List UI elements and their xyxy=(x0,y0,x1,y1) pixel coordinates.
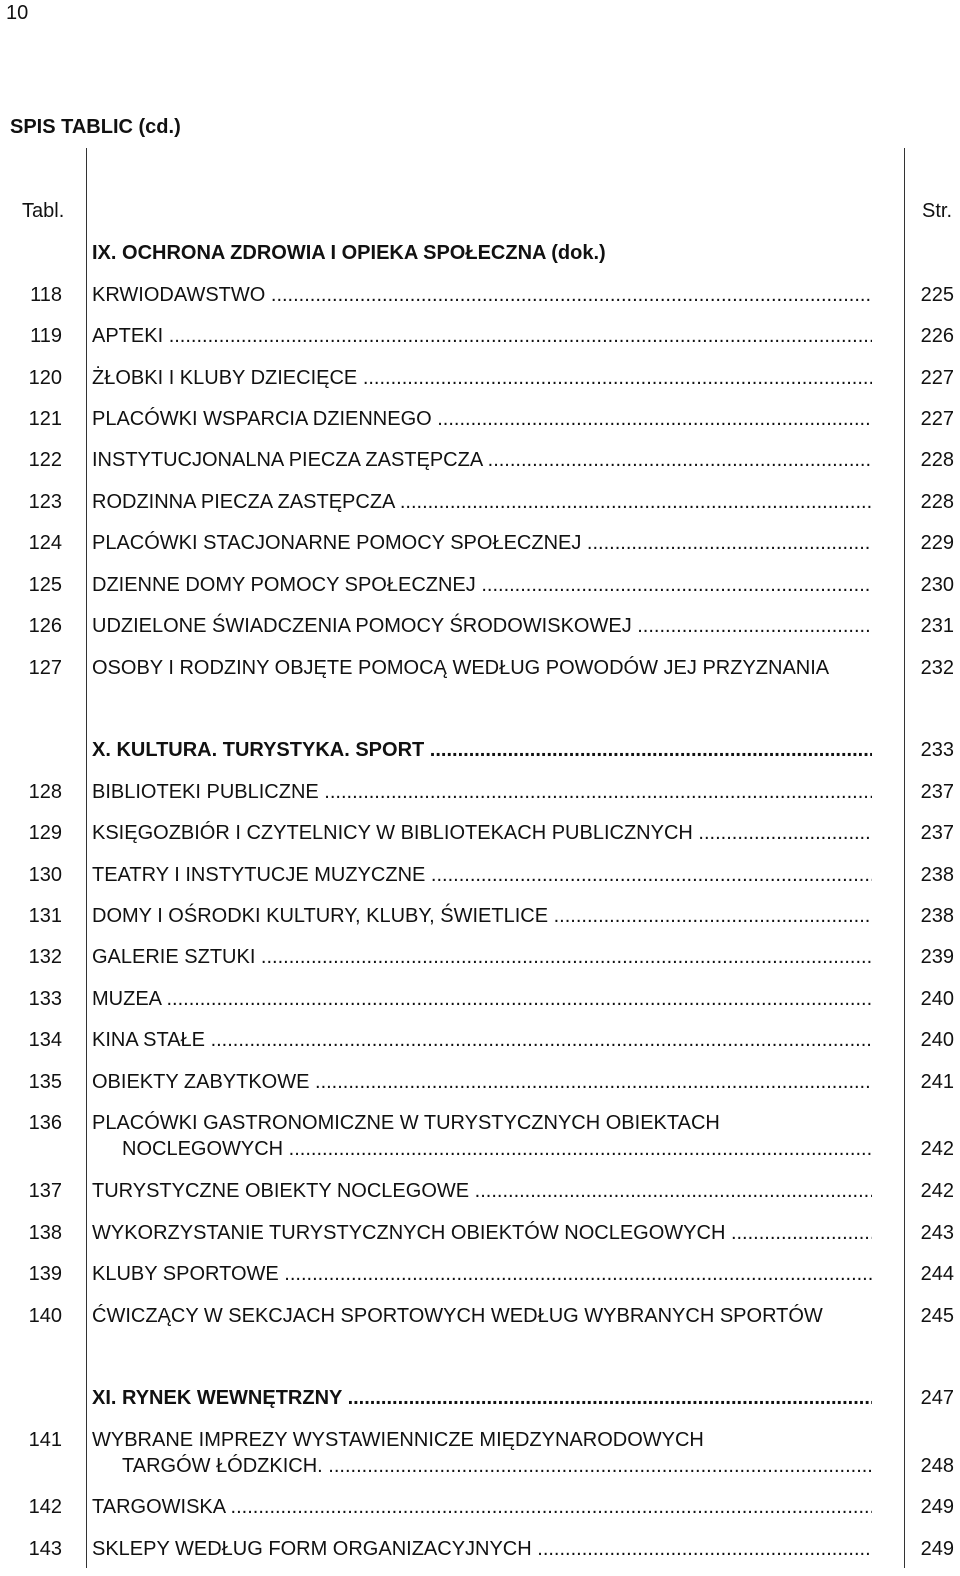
list-item xyxy=(0,447,960,477)
table-number: 120 xyxy=(28,367,62,389)
list-item xyxy=(0,862,960,892)
entry-title: KSIĘGOZBIÓR I CZYTELNICY W BIBLIOTEKACH PUBLICZNYCH ..... xyxy=(92,820,872,846)
list-item xyxy=(0,1303,960,1333)
list-item xyxy=(0,1069,960,1099)
entry-title: TURYSTYCZNE OBIEKTY NOCLEGOWE ..... xyxy=(92,1178,872,1204)
entry-title: UDZIELONE ŚWIADCZENIA POMOCY ŚRODOWISKOWEJ ..... xyxy=(92,613,872,639)
entry-title: OSOBY I RODZINY OBJĘTE POMOCĄ WEDŁUG POWODÓW JEJ PRZYZNANIA xyxy=(92,657,830,679)
table-number: 127 xyxy=(28,657,62,679)
table-number: 137 xyxy=(28,1180,62,1202)
page-number-ref: 248 xyxy=(920,1455,954,1477)
page-number-ref: 239 xyxy=(920,946,954,968)
section-heading-row xyxy=(0,240,960,270)
page-number-ref: 244 xyxy=(920,1263,954,1285)
page-number-ref: 226 xyxy=(920,325,954,347)
entry-title: WYBRANE IMPREZY WYSTAWIENNICZE MIĘDZYNARODOWYCH xyxy=(92,1429,704,1451)
entry-title: TARGOWISKA ..... xyxy=(92,1494,872,1520)
entry-title: DZIENNE DOMY POMOCY SPOŁECZNEJ ..... xyxy=(92,572,872,598)
table-number: 119 xyxy=(30,325,62,347)
list-item xyxy=(0,282,960,312)
list-item xyxy=(0,944,960,974)
section-title: IX. OCHRONA ZDROWIA I OPIEKA SPOŁECZNA (dok.) xyxy=(92,242,606,264)
entry-title: KINA STAŁE ..... xyxy=(92,1027,872,1053)
section-title: XI. RYNEK WEWNĘTRZNY ..... xyxy=(92,1385,872,1411)
list-item xyxy=(0,903,960,933)
page-number-ref: 238 xyxy=(920,864,954,886)
list-item xyxy=(0,1220,960,1250)
table-number: 138 xyxy=(28,1222,62,1244)
list-item xyxy=(0,572,960,602)
list-item xyxy=(0,1261,960,1291)
table-number: 122 xyxy=(28,449,62,471)
list-item xyxy=(0,323,960,353)
entry-title: APTEKI ..... xyxy=(92,323,872,349)
page-number-ref: 242 xyxy=(920,1180,954,1202)
page-number-ref: 237 xyxy=(920,822,954,844)
page-number-ref: 228 xyxy=(920,449,954,471)
table-number: 131 xyxy=(28,905,62,927)
table-number: 121 xyxy=(28,408,62,430)
page-number-ref: 225 xyxy=(920,284,954,306)
page-number-ref: 229 xyxy=(920,532,954,554)
entry-title: MUZEA ..... xyxy=(92,986,872,1012)
table-number: 140 xyxy=(28,1305,62,1327)
list-item xyxy=(0,365,960,395)
table-number: 130 xyxy=(28,864,62,886)
list-item xyxy=(0,1536,960,1566)
page-number-ref: 243 xyxy=(920,1222,954,1244)
page-title: SPIS TABLIC (cd.) xyxy=(10,116,181,138)
page-number-ref: 237 xyxy=(920,781,954,803)
section-title: X. KULTURA. TURYSTYKA. SPORT ..... xyxy=(92,737,872,763)
entry-title: DOMY I OŚRODKI KULTURY, KLUBY, ŚWIETLICE ..... xyxy=(92,903,872,929)
list-item xyxy=(0,1178,960,1208)
page-number-ref: 242 xyxy=(920,1138,954,1160)
table-number: 128 xyxy=(28,781,62,803)
page-number-ref: 227 xyxy=(920,367,954,389)
list-item xyxy=(0,613,960,643)
page-number-ref: 245 xyxy=(920,1305,954,1327)
entry-title: PLACÓWKI GASTRONOMICZNE W TURYSTYCZNYCH OBIEKTACH xyxy=(92,1112,720,1134)
page-number-ref: 249 xyxy=(920,1496,954,1518)
list-item xyxy=(0,1027,960,1057)
page-number-ref: 241 xyxy=(920,1071,954,1093)
column-header-page: Str. xyxy=(921,200,952,222)
page-number-ref: 240 xyxy=(920,1029,954,1051)
page-number-ref: 233 xyxy=(920,739,954,761)
table-number: 123 xyxy=(28,491,62,513)
page-number-ref: 247 xyxy=(920,1387,954,1409)
entry-title: GALERIE SZTUKI ..... xyxy=(92,944,872,970)
list-item xyxy=(0,820,960,850)
section-heading-row xyxy=(0,1385,960,1415)
entry-title: OBIEKTY ZABYTKOWE ..... xyxy=(92,1069,872,1095)
list-item xyxy=(0,406,960,436)
table-number: 135 xyxy=(28,1071,62,1093)
entry-title: KRWIODAWSTWO ..... xyxy=(92,282,872,308)
table-number: 132 xyxy=(28,946,62,968)
page-number-ref: 231 xyxy=(920,615,954,637)
page-number-ref: 249 xyxy=(920,1538,954,1560)
entry-title: SKLEPY WEDŁUG FORM ORGANIZACYJNYCH ..... xyxy=(92,1536,872,1562)
page-number-ref: 228 xyxy=(920,491,954,513)
list-item xyxy=(0,1427,960,1483)
page-number-ref: 230 xyxy=(920,574,954,596)
entry-title-continued: NOCLEGOWYCH ..... xyxy=(122,1136,872,1162)
page-number: 10 xyxy=(6,2,29,24)
page-number-ref: 232 xyxy=(920,657,954,679)
table-number: 134 xyxy=(28,1029,62,1051)
table-number: 143 xyxy=(28,1538,62,1560)
list-item xyxy=(0,655,960,685)
entry-title: ŻŁOBKI I KLUBY DZIECIĘCE ..... xyxy=(92,365,872,391)
table-number: 126 xyxy=(28,615,62,637)
entry-title: INSTYTUCJONALNA PIECZA ZASTĘPCZA ..... xyxy=(92,447,872,473)
entry-title: TEATRY I INSTYTUCJE MUZYCZNE ..... xyxy=(92,862,872,888)
list-item xyxy=(0,779,960,809)
list-item xyxy=(0,986,960,1016)
list-item xyxy=(0,530,960,560)
entry-title: PLACÓWKI WSPARCIA DZIENNEGO ..... xyxy=(92,406,872,432)
list-item xyxy=(0,1110,960,1166)
table-number: 142 xyxy=(28,1496,62,1518)
table-number: 141 xyxy=(28,1429,62,1451)
entry-title: WYKORZYSTANIE TURYSTYCZNYCH OBIEKTÓW NOCLEGOWYCH ..... xyxy=(92,1220,872,1246)
list-item xyxy=(0,1494,960,1524)
entry-title: PLACÓWKI STACJONARNE POMOCY SPOŁECZNEJ ..... xyxy=(92,530,872,556)
entry-title-continued: TARGÓW ŁÓDZKICH. ..... xyxy=(122,1453,872,1479)
table-number: 125 xyxy=(28,574,62,596)
table-number: 133 xyxy=(28,988,62,1010)
entry-title: ĆWICZĄCY W SEKCJACH SPORTOWYCH WEDŁUG WYBRANYCH SPORTÓW xyxy=(92,1305,823,1327)
section-heading-row xyxy=(0,737,960,767)
list-item xyxy=(0,489,960,519)
page-number-ref: 238 xyxy=(920,905,954,927)
entry-title: KLUBY SPORTOWE ..... xyxy=(92,1261,872,1287)
page-number-ref: 240 xyxy=(920,988,954,1010)
entry-title: BIBLIOTEKI PUBLICZNE ..... xyxy=(92,779,872,805)
table-number: 139 xyxy=(28,1263,62,1285)
table-number: 118 xyxy=(30,284,62,306)
entry-title: RODZINNA PIECZA ZASTĘPCZA ..... xyxy=(92,489,872,515)
table-number: 124 xyxy=(28,532,62,554)
page-number-ref: 227 xyxy=(920,408,954,430)
table-number: 129 xyxy=(28,822,62,844)
column-header-table-number: Tabl. xyxy=(22,200,65,222)
table-number: 136 xyxy=(28,1112,62,1134)
